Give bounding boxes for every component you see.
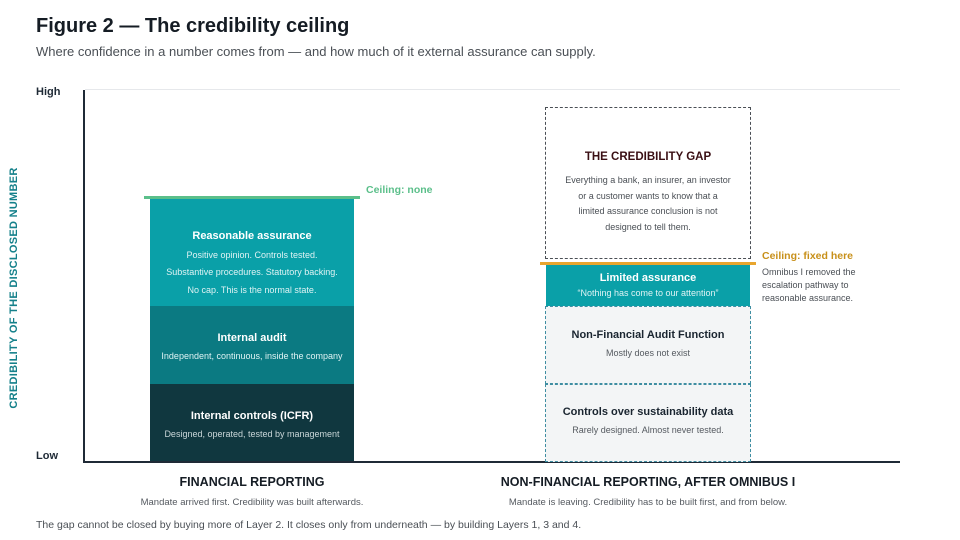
x-axis-line (83, 461, 900, 463)
block-title: Internal audit (217, 332, 287, 344)
block-internal-audit (150, 306, 354, 384)
figure-footnote: The gap cannot be closed by buying more of Layer 2. It closes only from underneath — by building Layers 1, 3 and 4. (36, 519, 582, 531)
block-title: Internal controls (ICFR) (190, 410, 314, 422)
y-axis-low-label: Low (36, 450, 58, 462)
block-nfaf (545, 306, 751, 384)
ceiling-fixed-label: Ceiling: fixed here (762, 250, 854, 262)
column-subtitle-nonfinancial: Mandate is leaving. Credibility has to be built first, and from below. (508, 497, 788, 508)
block-desc-line: Mostly does not exist (605, 348, 691, 358)
block-desc-line: Designed, operated, tested by management (164, 429, 340, 439)
y-axis-title: CREDIBILITY OF THE DISCLOSED NUMBER (8, 167, 20, 409)
block-title: Controls over sustainability data (562, 406, 734, 418)
figure-subtitle: Where confidence in a number comes from — and how much of it external assurance can supply. (36, 44, 596, 59)
column-title-nonfinancial: NON-FINANCIAL REPORTING, AFTER OMNIBUS I (500, 475, 796, 489)
block-title: Limited assurance (599, 272, 697, 284)
gap-desc-line: Everything a bank, an insurer, an investor (565, 175, 731, 185)
block-title: Reasonable assurance (192, 230, 312, 242)
block-title: Non-Financial Audit Function (571, 329, 725, 341)
block-reasonable-assurance (150, 199, 354, 306)
credibility-gap-box (545, 107, 751, 259)
figure-title: Figure 2 — The credibility ceiling (36, 15, 350, 37)
column-title-financial: FINANCIAL REPORTING (179, 475, 325, 489)
block-limited-assurance (546, 265, 750, 306)
top-guideline (85, 89, 900, 90)
block-desc-line: “Nothing has come to our attention” (577, 288, 719, 298)
ceiling-none-label: Ceiling: none (366, 184, 433, 196)
column-subtitle-financial: Mandate arrived first. Credibility was built afterwards. (140, 497, 364, 508)
block-desc-line: Positive opinion. Controls tested. (186, 250, 318, 260)
ceiling-note-line: Omnibus I removed the (762, 267, 856, 277)
block-desc-line: Rarely designed. Almost never tested. (572, 425, 724, 435)
y-axis-line (83, 90, 85, 463)
y-axis-high-label: High (36, 86, 61, 98)
gap-desc-line: or a customer wants to know that a (578, 190, 718, 201)
ceiling-note-line: escalation pathway to (762, 280, 849, 290)
block-desc-line: No cap. This is the normal state. (187, 285, 317, 295)
gap-title: THE CREDIBILITY GAP (584, 151, 712, 163)
gap-desc-line: designed to tell them. (605, 221, 691, 232)
block-internal-controls (150, 384, 354, 461)
ceiling-note-line: reasonable assurance. (762, 293, 854, 303)
ceiling-note (762, 266, 856, 305)
block-desc-line: Independent, continuous, inside the company (161, 351, 343, 361)
block-desc-line: Substantive procedures. Statutory backing. (166, 267, 338, 277)
gap-desc-line: limited assurance conclusion is not (578, 206, 718, 216)
block-sustainability-controls (545, 384, 751, 462)
